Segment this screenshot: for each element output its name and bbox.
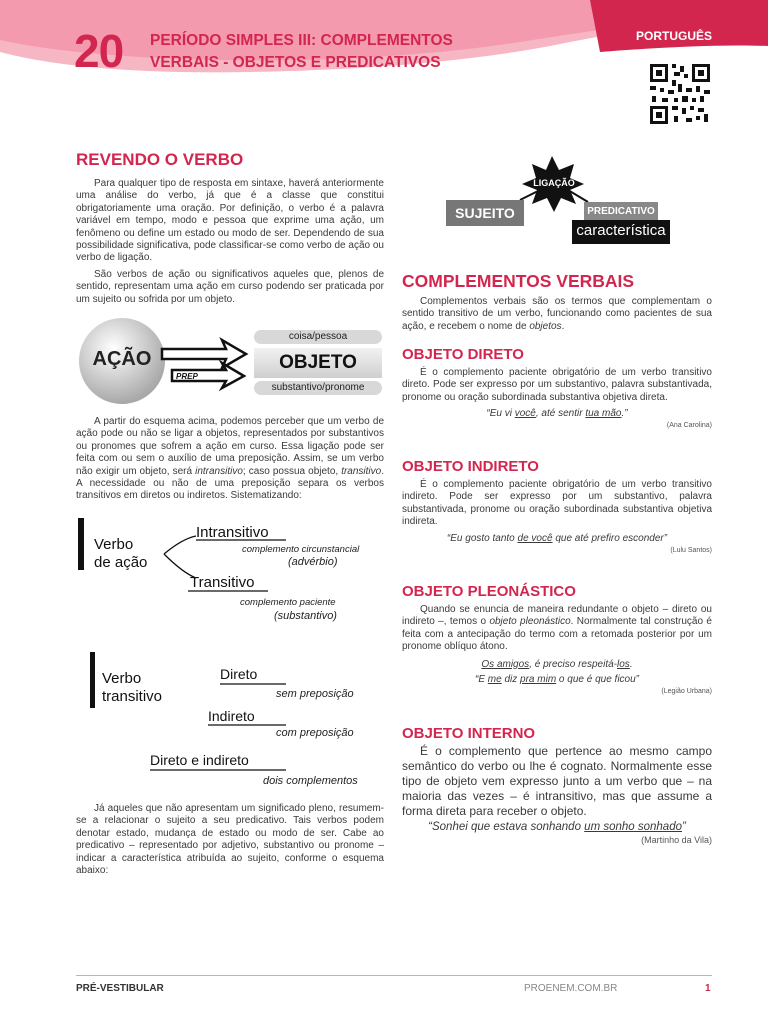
subsection-title: OBJETO PLEONÁSTICO xyxy=(402,583,576,600)
intransitivo-label: Intransitivo xyxy=(196,524,269,541)
complementos-verbais-section xyxy=(402,271,712,333)
objeto-interno-section xyxy=(402,725,712,845)
attribution: (Ana Carolina) xyxy=(666,422,712,430)
verbo-label: Verbo xyxy=(94,536,134,553)
paragraph: A partir do esquema acima, podemos perceber que um verbo de ação pode ou não se ligar a objetos, representados por substantivos ou pronomes que sofrem a ação em curso. Essa ligação pode ser feita com ou sem o auxílio de uma preposição. Assim, se um verbo não exigir um objeto, será intransitivo; caso possua objeto, transitivo. A necessidade ou não de uma preposição separa os verbos transitivos em diretos ou indiretos. Sistematizando: xyxy=(76,416,384,502)
adverbio-label: (advérbio) xyxy=(288,556,338,568)
subject-label: PORTUGUÊS xyxy=(636,29,713,43)
predicativo-label: PREDICATIVO xyxy=(587,206,655,217)
section-title-revendo: REVENDO O VERBO xyxy=(76,150,244,169)
sujeito-label: SUJEITO xyxy=(455,205,515,221)
sujeito-predicativo-diagram xyxy=(444,156,676,248)
subsection-title: OBJETO INTERNO xyxy=(402,725,536,742)
substantivo-pronome-label: substantivo/pronome xyxy=(271,382,365,393)
subsection-title: OBJETO DIRETO xyxy=(402,346,524,363)
de-acao-label: de ação xyxy=(94,554,148,571)
paragraph: Para qualquer tipo de resposta em sintaxe, haverá anteriormente uma análise do verbo, já que é a classe que constitui obrigatoriamente uma oração. Por definição, o verbo é a palavra variável em tempo, modo e pessoa que exprime uma ação, um fenômeno ou define um estado ou modo de ser. Dependendo de sua possibilidade significativa, pode classificar-se como verbo de ação ou verbo de ligação. xyxy=(76,178,384,264)
com-preposicao-label: com preposição xyxy=(276,727,354,739)
chapter-title: PERÍODO SIMPLES III: COMPLEMENTOS VERBAIS - OBJETOS E PREDICATIVOS xyxy=(150,32,453,71)
paragraph: Já aqueles que não apresentam um significado pleno, resumem-se a relacionar o sujeito a seu predicativo. Tais verbos podem denotar estado, mudança de estado ou modo de ser. Cabe ao predicativo – representado por adjetivo, substantivo ou pronome – indicar a característica atribuída ao sujeito, conforme o esquema abaixo: xyxy=(76,803,384,877)
prep-label: PREP xyxy=(176,372,198,381)
quote: Os amigos, é preciso respeitá-los. xyxy=(481,658,633,670)
verbo-acao-diagram xyxy=(76,514,384,630)
attribution: (Legião Urbana) xyxy=(661,687,712,695)
attribution: (Lulu Santos) xyxy=(670,546,712,554)
complemento-circunstancial-label: complemento circunstancial xyxy=(242,544,360,555)
paragraph: É o complemento paciente obrigatório de um verbo transitivo direto. Pode ser expresso por um substantivo, palavra substantivada, pronome ou oração subordinada substantiva objetiva direta. xyxy=(402,367,712,403)
left-column xyxy=(76,150,384,306)
quote: “Eu gosto tanto de você que até prefiro esconder” xyxy=(446,532,668,544)
page-number: 1 xyxy=(705,983,711,994)
section-title-complementos: COMPLEMENTOS VERBAIS xyxy=(402,271,635,291)
verbo-label: Verbo xyxy=(102,670,142,687)
transitivo-label: transitivo xyxy=(102,688,163,705)
objeto-label: OBJETO xyxy=(279,352,357,373)
objeto-pleonastico-section xyxy=(402,583,712,695)
direto-label: Direto xyxy=(220,666,258,682)
footer-divider xyxy=(76,975,712,976)
paragraph: Complementos verbais são os termos que complementam o sentido transitivo de um verbo, funcionando como pacientes de sua ação, e recebem o nome de objetos. xyxy=(402,296,712,332)
acao-label: AÇÃO xyxy=(92,348,152,370)
acao-objeto-diagram xyxy=(76,318,384,404)
coisa-pessoa-label: coisa/pessoa xyxy=(288,331,348,342)
paragraph: São verbos de ação ou significativos aqueles que, plenos de sentido, representam uma ação em curso podendo ser praticada por um sujeito ou sofrida por um objeto. xyxy=(76,268,384,305)
sem-preposicao-label: sem preposição xyxy=(276,688,354,700)
substantivo-label: (substantivo) xyxy=(274,610,337,622)
footer-course-label: PRÉ-VESTIBULAR xyxy=(76,983,164,994)
verbo-transitivo-diagram xyxy=(76,648,384,794)
paragraph: Quando se enuncia de maneira redundante o objeto – direto ou indireto –, temos o objeto pleonástico. Normalmente tal construção é feita com a antecipação do termo com a retomada posterior por um pronome oblíquo átono. xyxy=(402,604,712,653)
objeto-indireto-section xyxy=(402,458,712,554)
dois-complementos-label: dois complementos xyxy=(263,775,358,787)
quote: “E me diz pra mim o que é que ficou” xyxy=(475,673,639,685)
quote: “Eu vi você, até sentir tua mão.” xyxy=(486,408,628,420)
paragraph: É o complemento paciente obrigatório de um verbo transitivo indireto. Pode ser expresso por um substantivo, palavra substantivada, pronome ou oração subordinada substantiva objetiva indireta. xyxy=(402,479,712,528)
paragraph: É o complemento que pertence ao mesmo campo semântico do verbo ou lhe é cognato. Normalmente esse tipo de objeto vem expresso junto a um verbo que – na maioria das vezes – é intransitivo, mas que assume a forma direta para receber o objeto. xyxy=(402,744,712,818)
complemento-paciente-label: complemento paciente xyxy=(240,597,336,608)
caracteristica-label: característica xyxy=(576,222,666,239)
objeto-direto-section xyxy=(402,346,712,429)
quote: “Sonhei que estava sonhando um sonho sonhado” xyxy=(428,821,686,833)
chapter-number: 20 xyxy=(74,25,124,77)
footer-site-link[interactable]: PROENEM.COM.BR xyxy=(524,983,618,994)
ligacao-label: LIGAÇÃO xyxy=(533,178,575,188)
attribution: (Martinho da Vila) xyxy=(641,835,712,845)
qr-code-icon[interactable] xyxy=(648,62,712,126)
indireto-label: Indireto xyxy=(208,708,255,724)
subsection-title: OBJETO INDIRETO xyxy=(402,458,539,475)
transitivo-label: Transitivo xyxy=(190,574,255,591)
direto-e-indireto-label: Direto e indireto xyxy=(150,752,249,768)
